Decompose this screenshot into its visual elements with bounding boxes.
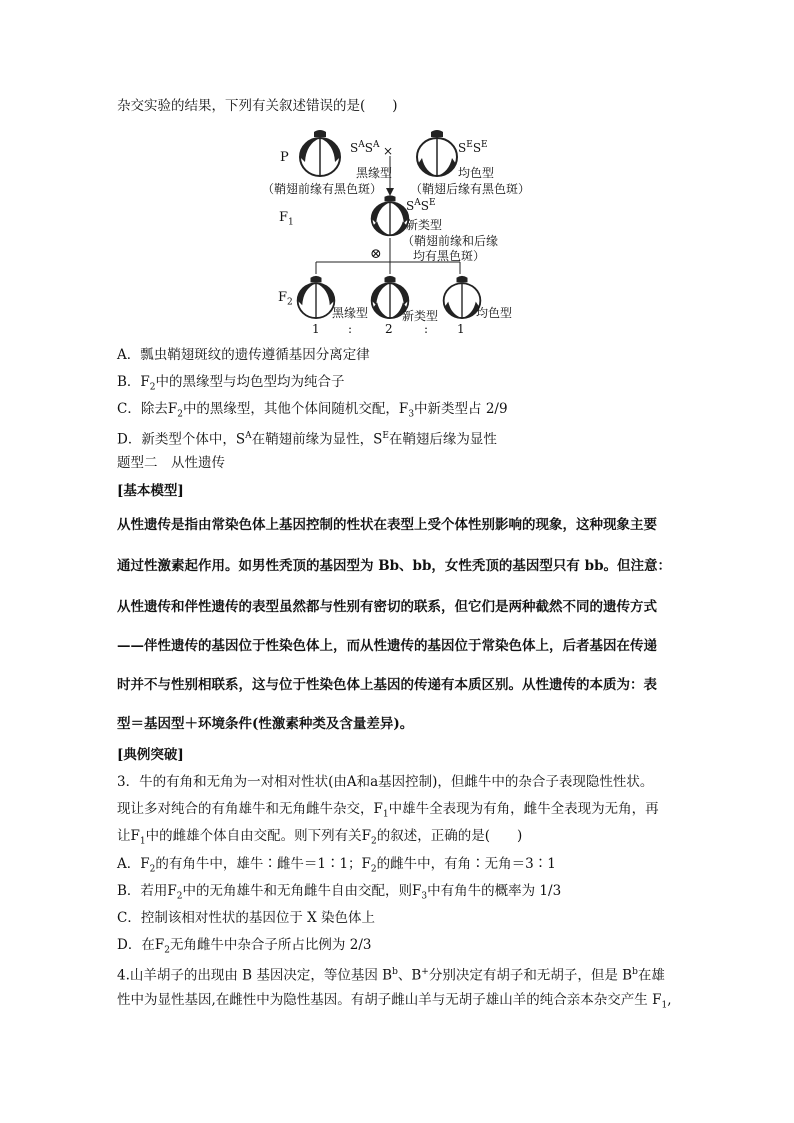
down-arrow-icon bbox=[385, 156, 395, 196]
model-line-2: 通过性激素起作用。如男性秃顶的基因型为 Bb、bb，女性秃顶的基因型只有 bb。但注意： bbox=[117, 558, 672, 574]
parent1-beetle-icon bbox=[296, 128, 344, 178]
selfing-symbol: ⊗ bbox=[370, 246, 382, 262]
ratio-value-2: 2 bbox=[385, 322, 393, 336]
f2-type-2: 新类型 bbox=[402, 309, 439, 323]
q3-option-c: C．控制该相对性状的基因位于 X 染色体上 bbox=[117, 910, 376, 926]
p-generation-label: P bbox=[280, 150, 289, 165]
option-d: D．新类型个体中，$S^A$在鞘翅前缘为显性，$S^E$在鞘翅后缘为显性 bbox=[117, 431, 497, 448]
cross-symbol: × bbox=[383, 144, 394, 158]
q3-option-a: A．$F_2$的有角牛中，雄牛∶雌牛＝1∶1；$F_2$的雌牛中，有角∶无角＝3∶1 bbox=[117, 856, 556, 875]
model-line-6: 型＝基因型＋环境条件(性激素种类及含量差异)。 bbox=[117, 716, 414, 732]
parent2-genotype: $S^ES^E$ bbox=[458, 140, 488, 155]
ratio-value-3: 1 bbox=[457, 322, 465, 336]
parent1-type: 黑缘型 bbox=[356, 166, 393, 180]
section-title: 题型二 从性遗传 bbox=[117, 455, 225, 471]
q4-line-2: 性中为显性基因,在雌性中为隐性基因。有胡子雌山羊与无胡子雄山羊的纯合亲本杂交产生 $F_1$, bbox=[117, 992, 672, 1011]
q3-option-d: D．在$F_2$无角雌牛中杂合子所占比例为 2/3 bbox=[117, 937, 372, 956]
example-header: [典例突破] bbox=[117, 747, 184, 763]
f2-type-3: 均色型 bbox=[476, 306, 513, 320]
parent1-genotype: $S^AS^A$ bbox=[350, 140, 380, 155]
ratio-value-1: 1 bbox=[312, 322, 320, 336]
model-line-3: 从性遗传和伴性遗传的表型虽然都与性别有密切的联系，但它们是两种截然不同的遗传方式 bbox=[117, 599, 657, 615]
parent2-beetle-icon bbox=[413, 128, 461, 178]
q3-line-2: 现让多对纯合的有角雄牛和无角雌牛杂交，$F_1$中雄牛全表现为有角，雌牛全表现为无角，再 bbox=[117, 801, 659, 820]
f1-description-1: （鞘翅前缘和后缘 bbox=[402, 234, 499, 248]
f1-genotype: $S^AS^E$ bbox=[406, 198, 436, 213]
question-stem-tail: 杂交实验的结果，下列有关叙述错误的是( ) bbox=[117, 98, 398, 114]
f1-generation-label: $F_1$ bbox=[279, 210, 294, 228]
parent1-description: （鞘翅前缘有黑色斑） bbox=[262, 182, 383, 196]
branch-lines bbox=[300, 238, 470, 278]
q3-line-3: 让$F_1$中的雌雄个体自由交配。则下列有关$F_2$的叙述，正确的是( ) bbox=[117, 828, 523, 847]
f2-type-1: 黑缘型 bbox=[332, 306, 369, 320]
option-b: B．$F_2$中的黑缘型与均色型均为纯合子 bbox=[117, 374, 345, 393]
q4-line-1: 4.山羊胡子的出现由 B 基因决定，等位基因 $B^b$、B+分别决定有胡子和无胡子，但是 $B^b$在雄 bbox=[117, 967, 665, 984]
model-line-1: 从性遗传是指由常染色体上基因控制的性状在表型上受个体性别影响的现象，这种现象主要 bbox=[117, 517, 657, 533]
f1-description-2: 均有黑色斑） bbox=[413, 249, 486, 263]
model-line-4: ——伴性遗传的基因位于性染色体上，而从性遗传的基因位于常染色体上，后者基因在传递 bbox=[117, 638, 657, 654]
ratio-separator-2: : bbox=[424, 322, 429, 336]
model-line-5: 时并不与性别相联系，这与位于性染色体上基因的传递有本质区别。从性遗传的本质为：表 bbox=[117, 677, 657, 693]
f1-type: 新类型 bbox=[406, 218, 443, 232]
parent2-description: （鞘翅后缘有黑色斑） bbox=[410, 182, 531, 196]
model-header: [基本模型] bbox=[117, 483, 184, 499]
q3-line-1: 3．牛的有角和无角为一对相对性状(由A和a基因控制)，但雌牛中的杂合子表现隐性性状。 bbox=[117, 774, 654, 790]
parent2-type: 均色型 bbox=[458, 166, 495, 180]
ratio-separator-1: : bbox=[348, 322, 353, 336]
option-a: A．瓢虫鞘翅斑纹的遗传遵循基因分离定律 bbox=[117, 347, 370, 363]
option-c: C．除去$F_2$中的黑缘型，其他个体间随机交配，$F_3$中新类型占 2/9 bbox=[117, 401, 508, 420]
q3-option-b: B．若用$F_2$中的无角雄牛和无角雌牛自由交配，则$F_3$中有角牛的概率为 1/3 bbox=[117, 883, 562, 902]
f2-generation-label: $F_2$ bbox=[278, 290, 293, 308]
